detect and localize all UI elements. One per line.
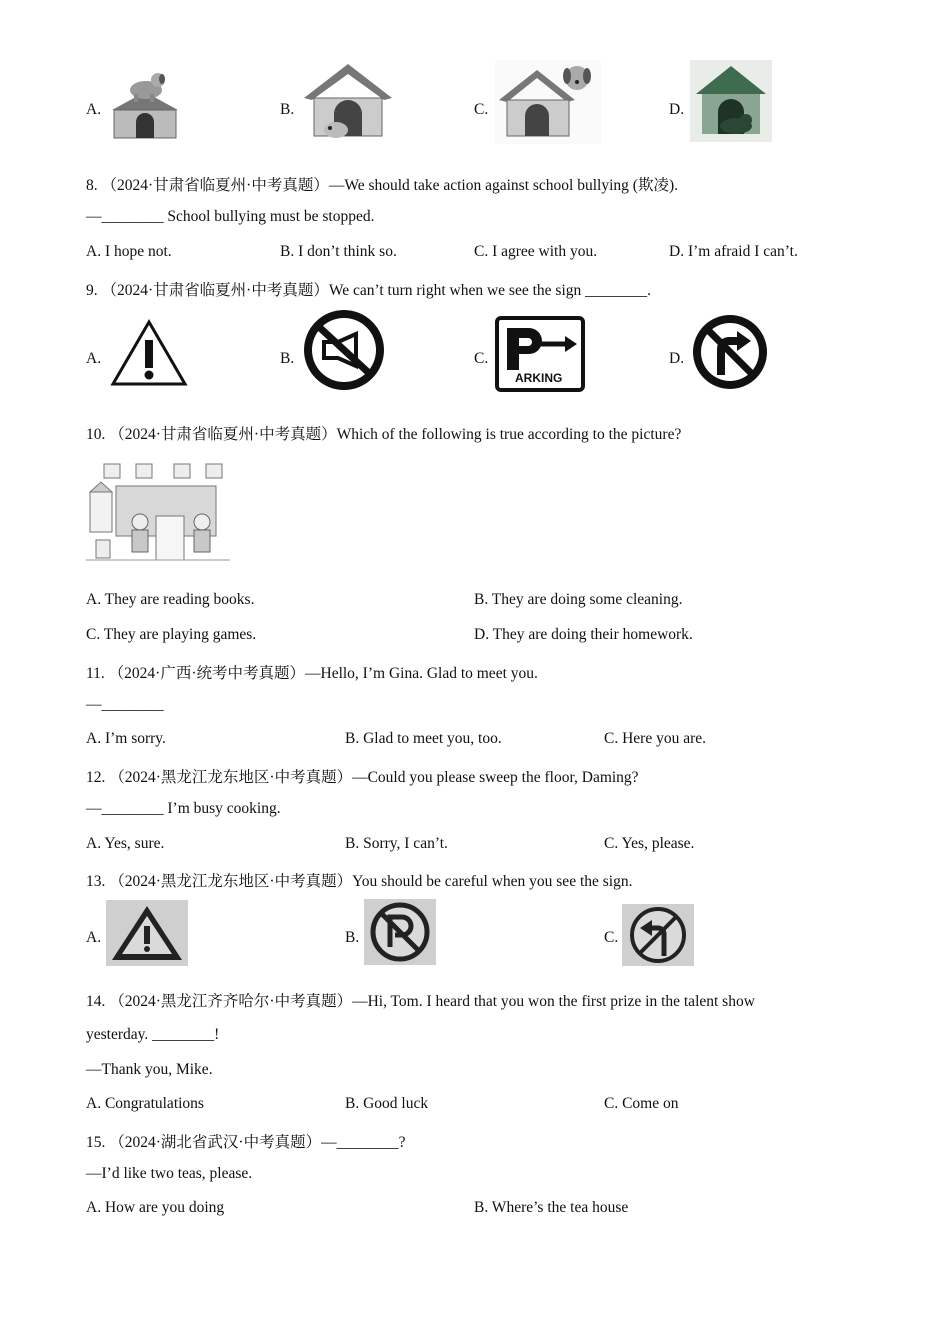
q15-stem: 15. （2024·湖北省武汉·中考真题）—________? xyxy=(86,1134,406,1151)
q12-option-c[interactable]: C. Yes, please. xyxy=(604,835,695,852)
q15-option-a[interactable]: A. How are you doing xyxy=(86,1199,225,1216)
warning-triangle-sign-icon xyxy=(110,318,188,388)
q8-option-a[interactable]: A. I hope not. xyxy=(86,243,172,260)
q13-stem: 13. （2024·黑龙江龙东地区·中考真题）You should be careful when you see the sign. xyxy=(86,873,633,890)
q11-option-b[interactable]: B. Glad to meet you, too. xyxy=(345,730,502,747)
q12-option-b[interactable]: B. Sorry, I can’t. xyxy=(345,835,448,852)
q7-option-c-label: C. xyxy=(474,101,489,118)
q13-option-a-label: A. xyxy=(86,929,102,946)
q7-option-a-label: A. xyxy=(86,101,102,118)
q10-option-b[interactable]: B. They are doing some cleaning. xyxy=(474,591,683,608)
q11-option-c[interactable]: C. Here you are. xyxy=(604,730,706,747)
dog-in-doghouse-image xyxy=(300,60,396,140)
q9-option-a-label: A. xyxy=(86,350,102,367)
q8-option-d[interactable]: D. I’m afraid I can’t. xyxy=(669,243,798,260)
dog-beside-doghouse-image xyxy=(690,60,772,142)
q15-reply: —I’d like two teas, please. xyxy=(86,1165,253,1182)
q14-option-b[interactable]: B. Good luck xyxy=(345,1095,429,1112)
q13-option-c-label: C. xyxy=(604,929,619,946)
q11-option-a[interactable]: A. I’m sorry. xyxy=(86,730,166,747)
q9-stem: 9. （2024·甘肃省临夏州·中考真题）We can’t turn right when we see the sign ________. xyxy=(86,282,651,299)
q12-reply: —________ I’m busy cooking. xyxy=(86,800,281,817)
classroom-picture xyxy=(86,460,230,564)
q14-option-a[interactable]: A. Congratulations xyxy=(86,1095,204,1112)
q9-option-c-label: C. xyxy=(474,350,489,367)
no-right-turn-sign-icon xyxy=(691,313,769,391)
q10-option-d[interactable]: D. They are doing their homework. xyxy=(474,626,693,643)
q11-stem: 11. （2024·广西·统考中考真题）—Hello, I’m Gina. Glad to meet you. xyxy=(86,665,538,682)
q10-option-c[interactable]: C. They are playing games. xyxy=(86,626,257,643)
warning-triangle-sign-photo-icon xyxy=(106,900,188,966)
q12-stem: 12. （2024·黑龙江龙东地区·中考真题）—Could you please sweep the floor, Daming? xyxy=(86,769,639,786)
q13-option-b-label: B. xyxy=(345,929,360,946)
q8-option-c[interactable]: C. I agree with you. xyxy=(474,243,598,260)
parking-sign-text: ARKING xyxy=(515,371,563,385)
q8-reply: —________ School bullying must be stopped. xyxy=(86,208,375,225)
no-left-turn-sign-photo-icon xyxy=(622,904,694,966)
no-parking-sign-photo-icon xyxy=(364,899,436,965)
q9-option-d-label: D. xyxy=(669,350,685,367)
q10-stem: 10. （2024·甘肃省临夏州·中考真题）Which of the following is true according to the picture? xyxy=(86,426,682,443)
q11-reply: —________ xyxy=(86,696,164,713)
q8-option-b[interactable]: B. I don’t think so. xyxy=(280,243,397,260)
q14-reply: —Thank you, Mike. xyxy=(86,1061,213,1078)
q7-option-b-label: B. xyxy=(280,101,295,118)
dog-behind-doghouse-image xyxy=(495,60,601,144)
q9-option-b-label: B. xyxy=(280,350,295,367)
q14-option-c[interactable]: C. Come on xyxy=(604,1095,679,1112)
parking-sign-icon xyxy=(495,316,585,392)
q8-stem: 8. （2024·甘肃省临夏州·中考真题）—We should take action against school bullying (欺凌). xyxy=(86,177,678,194)
no-honking-sign-icon xyxy=(302,308,386,392)
dog-on-doghouse-image xyxy=(106,70,184,140)
q7-option-d-label: D. xyxy=(669,101,685,118)
q14-stem-continued: yesterday. ________! xyxy=(86,1026,220,1043)
q14-stem: 14. （2024·黑龙江齐齐哈尔·中考真题）—Hi, Tom. I heard that you won the first prize in the talent show xyxy=(86,993,755,1010)
q15-option-b[interactable]: B. Where’s the tea house xyxy=(474,1199,629,1216)
q12-option-a[interactable]: A. Yes, sure. xyxy=(86,835,165,852)
q10-option-a[interactable]: A. They are reading books. xyxy=(86,591,255,608)
